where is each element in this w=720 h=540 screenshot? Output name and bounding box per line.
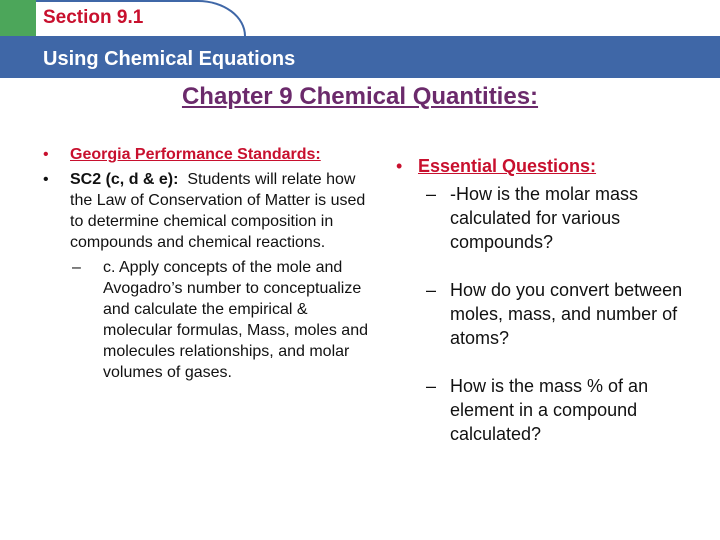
standards-list <box>43 144 373 383</box>
question-text: How is the mass % of an element in a compound calculated? <box>450 376 649 444</box>
standards-heading: Georgia Performance Standards: <box>70 146 321 163</box>
dash: – <box>426 184 437 204</box>
slide-title <box>0 83 720 111</box>
question-item <box>396 182 686 254</box>
slide-title-text: Chapter 9 Chemical Quantities: <box>181 83 539 110</box>
standard-code: SC2 (c, d & e): <box>70 171 179 188</box>
bullet: • <box>43 146 49 163</box>
section-label: Section 9.1 <box>43 7 144 28</box>
dash: – <box>426 376 437 396</box>
header-title: Using Chemical Equations <box>43 48 296 70</box>
list-item <box>396 154 686 178</box>
question-text: -How is the molar mass calculated for various compounds? <box>450 184 639 252</box>
standard-text: Students will relate how the Law of Conservation of Matter is used to determine chemical composition in compounds and chemical reactions. <box>70 171 366 251</box>
questions-list <box>396 154 686 470</box>
green-square <box>0 0 36 36</box>
list-item <box>43 144 373 165</box>
dash: – <box>72 259 81 276</box>
question-text: How do you convert between moles, mass, and number of atoms? <box>450 280 683 348</box>
list-item <box>70 257 373 383</box>
list-item <box>43 169 373 253</box>
question-item <box>396 278 686 350</box>
bullet: • <box>43 171 49 188</box>
bullet: • <box>396 156 403 176</box>
question-item <box>396 374 686 446</box>
sub-item-text: c. Apply concepts of the mole and Avogadro’s number to conceptualize and calculate the empirical & molecular formulas, Mass, moles and molecules relationships, and molar volumes of gases. <box>103 259 368 381</box>
questions-heading: Essential Questions: <box>418 156 597 176</box>
dash: – <box>426 280 437 300</box>
